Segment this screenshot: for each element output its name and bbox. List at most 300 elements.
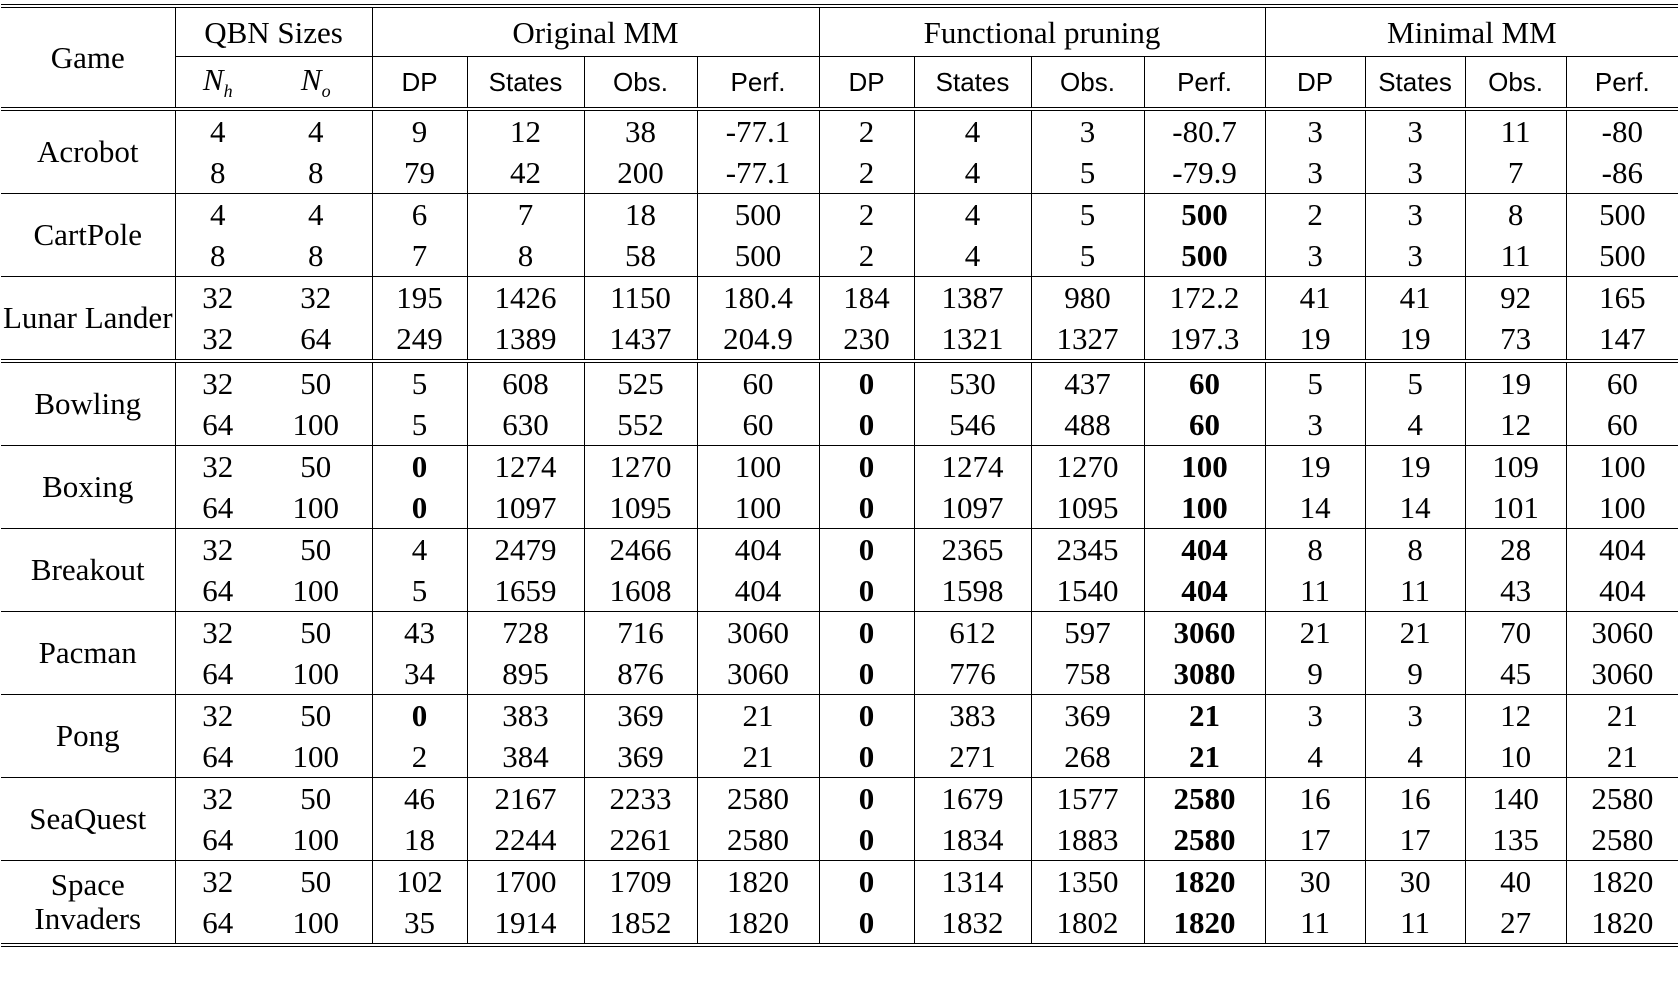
cell-no: 4 [308, 114, 324, 149]
cell-f-3 [1144, 612, 1265, 654]
cell-nh: 64 [175, 404, 260, 446]
cell-m-0: 9 [1265, 653, 1365, 695]
cell-o-3: 60 [697, 404, 819, 446]
cell-f-2: 758 [1031, 653, 1144, 695]
cell-o-2: 2261 [584, 819, 697, 861]
cell-m-2: 140 [1465, 778, 1566, 820]
cell-m-2: 28 [1465, 529, 1566, 571]
cell-m-1: 30 [1365, 861, 1465, 903]
game-name-cell: SeaQuest [1, 778, 175, 861]
header-min-perf: Perf. [1566, 57, 1678, 110]
cell-no: 50 [300, 781, 332, 816]
cell-f-3 [1144, 902, 1265, 945]
cell-o-1: 1389 [467, 318, 584, 361]
bold-value: 0 [411, 698, 428, 733]
header-func-dp: DP [819, 57, 914, 110]
cell-f-3 [1144, 529, 1265, 571]
table-row [1, 778, 1678, 820]
cell-f-3 [1144, 570, 1265, 612]
cell-f-0 [819, 902, 914, 945]
cell-m-3: 21 [1566, 736, 1678, 778]
cell-o-2: 369 [584, 695, 697, 737]
bold-value: 60 [1189, 407, 1221, 442]
results-table [1, 4, 1678, 947]
table-row [1, 109, 1678, 152]
table-row [1, 487, 1678, 529]
cell-m-1: 9 [1365, 653, 1465, 695]
cell-nh: 32 [175, 529, 260, 571]
bold-value: 0 [858, 615, 875, 650]
cell-f-1: 1832 [914, 902, 1031, 945]
cell-o-0: 79 [372, 152, 467, 194]
cell-o-1: 7 [467, 194, 584, 236]
cell-o-1: 1426 [467, 277, 584, 319]
cell-o-0: 35 [372, 902, 467, 945]
cell-o-2: 369 [584, 736, 697, 778]
header-original-mm: Original MM [372, 6, 819, 57]
cell-f-1: 1834 [914, 819, 1031, 861]
cell-m-2: 135 [1465, 819, 1566, 861]
header-orig-perf: Perf. [697, 57, 819, 110]
cell-o-1: 630 [467, 404, 584, 446]
bold-value: 3080 [1173, 656, 1236, 691]
cell-o-1: 895 [467, 653, 584, 695]
cell-m-2: 43 [1465, 570, 1566, 612]
cell-o-2: 1709 [584, 861, 697, 903]
cell-o-0 [372, 446, 467, 488]
cell-m-0: 3 [1265, 152, 1365, 194]
cell-f-3 [1144, 778, 1265, 820]
cell-f-0: 230 [819, 318, 914, 361]
cell-m-3: 3060 [1566, 653, 1678, 695]
cell-no: 32 [300, 280, 332, 315]
cell-f-3 [1144, 653, 1265, 695]
bold-value: 21 [1189, 698, 1221, 733]
cell-m-3: 100 [1566, 487, 1678, 529]
cell-m-3: 21 [1566, 695, 1678, 737]
bold-value: 404 [1181, 532, 1228, 567]
cell-o-0 [372, 487, 467, 529]
cell-o-1: 1097 [467, 487, 584, 529]
cell-f-0 [819, 487, 914, 529]
cell-f-0 [819, 736, 914, 778]
cell-m-3: 500 [1566, 194, 1678, 236]
cell-m-0: 3 [1265, 695, 1365, 737]
cell-f-2: 1327 [1031, 318, 1144, 361]
bold-value: 60 [1189, 366, 1221, 401]
table-row [1, 446, 1678, 488]
cell-m-0: 3 [1265, 404, 1365, 446]
cell-o-3: 404 [697, 529, 819, 571]
cell-o-1: 608 [467, 361, 584, 404]
cell-m-1: 5 [1365, 361, 1465, 404]
cell-o-3: 500 [697, 235, 819, 277]
cell-f-1: 4 [914, 194, 1031, 236]
cell-o-1: 8 [467, 235, 584, 277]
table-row [1, 194, 1678, 236]
cell-o-2: 1270 [584, 446, 697, 488]
cell-f-1: 546 [914, 404, 1031, 446]
bold-value: 0 [411, 449, 428, 484]
cell-f-1: 1274 [914, 446, 1031, 488]
cell-o-2: 716 [584, 612, 697, 654]
cell-f-3 [1144, 194, 1265, 236]
cell-f-1: 1679 [914, 778, 1031, 820]
bold-value: 0 [858, 822, 875, 857]
cell-m-0: 11 [1265, 570, 1365, 612]
cell-o-2: 1095 [584, 487, 697, 529]
table-row [1, 653, 1678, 695]
bold-value: 2580 [1173, 822, 1236, 857]
table-row [1, 570, 1678, 612]
cell-m-2: 10 [1465, 736, 1566, 778]
header-min-states: States [1365, 57, 1465, 110]
table-row [1, 152, 1678, 194]
bold-value: 0 [411, 490, 428, 525]
cell-o-1: 1274 [467, 446, 584, 488]
cell-m-2: 12 [1465, 695, 1566, 737]
cell-m-2: 70 [1465, 612, 1566, 654]
cell-m-2: 92 [1465, 277, 1566, 319]
bold-value: 100 [1181, 490, 1228, 525]
cell-m-0: 11 [1265, 902, 1365, 945]
cell-o-1: 2479 [467, 529, 584, 571]
cell-m-2: 73 [1465, 318, 1566, 361]
cell-m-2: 8 [1465, 194, 1566, 236]
results-body [1, 109, 1678, 945]
cell-no: 50 [300, 366, 332, 401]
cell-f-3: 172.2 [1144, 277, 1265, 319]
bold-value: 0 [858, 864, 875, 899]
cell-m-0: 14 [1265, 487, 1365, 529]
cell-o-0: 9 [372, 109, 467, 152]
cell-o-2: 525 [584, 361, 697, 404]
cell-f-0: 2 [819, 152, 914, 194]
cell-m-0: 21 [1265, 612, 1365, 654]
cell-f-2: 2345 [1031, 529, 1144, 571]
cell-o-3: 100 [697, 446, 819, 488]
game-name-cell: Lunar Lander [1, 277, 175, 362]
header-orig-states: States [467, 57, 584, 110]
cell-m-0: 4 [1265, 736, 1365, 778]
cell-no: 50 [300, 864, 332, 899]
cell-f-3 [1144, 446, 1265, 488]
cell-f-1: 271 [914, 736, 1031, 778]
cell-m-3: -80 [1566, 109, 1678, 152]
cell-f-2: 268 [1031, 736, 1144, 778]
table-row [1, 235, 1678, 277]
cell-o-3: 21 [697, 695, 819, 737]
cell-f-2: 597 [1031, 612, 1144, 654]
bold-value: 500 [1181, 238, 1228, 273]
bold-value: 100 [1181, 449, 1228, 484]
cell-m-2: 109 [1465, 446, 1566, 488]
cell-nh: 4 [175, 109, 260, 152]
cell-no: 50 [300, 449, 332, 484]
cell-m-0: 3 [1265, 109, 1365, 152]
cell-nh: 32 [175, 861, 260, 903]
cell-m-3: 1820 [1566, 861, 1678, 903]
cell-o-3: 100 [697, 487, 819, 529]
game-name-cell: Space Invaders [1, 861, 175, 946]
cell-f-2: 1270 [1031, 446, 1144, 488]
header-func-obs: Obs. [1031, 57, 1144, 110]
results-table-container [1, 4, 1678, 947]
cell-o-3: -77.1 [697, 152, 819, 194]
cell-m-0: 3 [1265, 235, 1365, 277]
cell-f-0 [819, 861, 914, 903]
cell-o-0: 4 [372, 529, 467, 571]
header-row-groups [1, 6, 1678, 57]
cell-f-1: 1314 [914, 861, 1031, 903]
cell-f-0 [819, 819, 914, 861]
cell-o-3: 180.4 [697, 277, 819, 319]
cell-o-3: 2580 [697, 778, 819, 820]
cell-nh: 4 [175, 194, 260, 236]
game-name-cell: CartPole [1, 194, 175, 277]
cell-f-1: 530 [914, 361, 1031, 404]
cell-m-1: 3 [1365, 152, 1465, 194]
cell-o-0: 18 [372, 819, 467, 861]
cell-f-2: 980 [1031, 277, 1144, 319]
cell-nh: 32 [175, 612, 260, 654]
cell-m-0: 19 [1265, 318, 1365, 361]
cell-f-1: 4 [914, 152, 1031, 194]
cell-no: 100 [260, 404, 372, 446]
cell-nh: 8 [175, 235, 260, 277]
cell-m-2: 11 [1465, 235, 1566, 277]
header-func-states: States [914, 57, 1031, 110]
cell-nh: 64 [175, 819, 260, 861]
bold-value: 0 [858, 366, 875, 401]
header-no: $N_o$ [260, 57, 372, 110]
bold-value: 1820 [1173, 905, 1236, 940]
bold-value: 0 [858, 407, 875, 442]
cell-o-3: -77.1 [697, 109, 819, 152]
table-row [1, 277, 1678, 319]
cell-f-1: 4 [914, 235, 1031, 277]
cell-f-3 [1144, 695, 1265, 737]
cell-o-2: 1608 [584, 570, 697, 612]
cell-o-1: 42 [467, 152, 584, 194]
cell-nh: 64 [175, 570, 260, 612]
bold-value: 0 [858, 573, 875, 608]
game-name-cell: Boxing [1, 446, 175, 529]
header-func-perf: Perf. [1144, 57, 1265, 110]
bold-value: 404 [1181, 573, 1228, 608]
bold-value: 500 [1181, 197, 1228, 232]
cell-m-3: 2580 [1566, 819, 1678, 861]
cell-o-0: 5 [372, 570, 467, 612]
cell-o-2: 58 [584, 235, 697, 277]
cell-f-3: -80.7 [1144, 109, 1265, 152]
cell-m-3: 404 [1566, 570, 1678, 612]
cell-o-1: 1659 [467, 570, 584, 612]
cell-f-0 [819, 446, 914, 488]
cell-m-1: 11 [1365, 902, 1465, 945]
cell-no: 64 [260, 318, 372, 361]
cell-o-0: 249 [372, 318, 467, 361]
cell-m-2: 45 [1465, 653, 1566, 695]
cell-m-2: 101 [1465, 487, 1566, 529]
cell-f-0: 2 [819, 235, 914, 277]
cell-nh: 32 [175, 778, 260, 820]
cell-o-3: 60 [697, 361, 819, 404]
table-row [1, 819, 1678, 861]
cell-f-1: 1097 [914, 487, 1031, 529]
cell-m-3: 100 [1566, 446, 1678, 488]
cell-f-1: 383 [914, 695, 1031, 737]
bold-value: 0 [858, 532, 875, 567]
cell-f-3 [1144, 235, 1265, 277]
cell-o-1: 1914 [467, 902, 584, 945]
cell-m-0: 2 [1265, 194, 1365, 236]
cell-o-0: 7 [372, 235, 467, 277]
cell-no: 100 [260, 570, 372, 612]
cell-no: 100 [260, 819, 372, 861]
cell-m-1: 17 [1365, 819, 1465, 861]
cell-o-0 [372, 695, 467, 737]
cell-f-1: 1321 [914, 318, 1031, 361]
cell-m-0: 5 [1265, 361, 1365, 404]
cell-f-2: 1095 [1031, 487, 1144, 529]
header-row-columns [1, 57, 1678, 110]
cell-o-0: 34 [372, 653, 467, 695]
bold-value: 0 [858, 781, 875, 816]
cell-o-3: 3060 [697, 612, 819, 654]
cell-f-3 [1144, 861, 1265, 903]
cell-o-2: 876 [584, 653, 697, 695]
cell-o-0: 5 [372, 361, 467, 404]
cell-o-3: 1820 [697, 902, 819, 945]
cell-f-2: 369 [1031, 695, 1144, 737]
cell-o-2: 1437 [584, 318, 697, 361]
cell-o-1: 383 [467, 695, 584, 737]
game-name-cell: Pong [1, 695, 175, 778]
cell-o-0: 43 [372, 612, 467, 654]
bold-value: 0 [858, 449, 875, 484]
cell-f-2: 1883 [1031, 819, 1144, 861]
table-row [1, 736, 1678, 778]
table-row [1, 529, 1678, 571]
header-functional-pruning: Functional pruning [819, 6, 1265, 57]
cell-f-2: 1540 [1031, 570, 1144, 612]
cell-f-0 [819, 695, 914, 737]
cell-f-2: 488 [1031, 404, 1144, 446]
cell-m-1: 21 [1365, 612, 1465, 654]
cell-m-0: 41 [1265, 277, 1365, 319]
cell-m-1: 8 [1365, 529, 1465, 571]
cell-nh: 32 [175, 318, 260, 361]
cell-no: 8 [260, 152, 372, 194]
cell-o-3: 2580 [697, 819, 819, 861]
cell-m-3: 404 [1566, 529, 1678, 571]
bold-value: 0 [858, 656, 875, 691]
cell-o-3: 21 [697, 736, 819, 778]
cell-m-3: 60 [1566, 361, 1678, 404]
cell-o-3: 500 [697, 194, 819, 236]
cell-no: 100 [260, 487, 372, 529]
cell-m-1: 19 [1365, 318, 1465, 361]
cell-nh: 64 [175, 736, 260, 778]
cell-f-2: 1577 [1031, 778, 1144, 820]
cell-f-2: 5 [1031, 194, 1144, 236]
cell-o-3: 3060 [697, 653, 819, 695]
table-row [1, 861, 1678, 903]
cell-o-0: 2 [372, 736, 467, 778]
cell-f-2: 5 [1031, 152, 1144, 194]
header-orig-dp: DP [372, 57, 467, 110]
cell-o-1: 2167 [467, 778, 584, 820]
cell-o-3: 1820 [697, 861, 819, 903]
game-name-cell: Acrobot [1, 109, 175, 194]
bold-value: 1820 [1173, 864, 1236, 899]
cell-f-0 [819, 404, 914, 446]
header-min-dp: DP [1265, 57, 1365, 110]
cell-m-1: 3 [1365, 109, 1465, 152]
cell-m-3: -86 [1566, 152, 1678, 194]
cell-o-1: 12 [467, 109, 584, 152]
bold-value: 0 [858, 905, 875, 940]
cell-m-0: 30 [1265, 861, 1365, 903]
cell-f-0: 2 [819, 109, 914, 152]
cell-f-0 [819, 778, 914, 820]
cell-f-3: 197.3 [1144, 318, 1265, 361]
cell-nh: 64 [175, 902, 260, 945]
cell-o-1: 384 [467, 736, 584, 778]
cell-f-2: 1802 [1031, 902, 1144, 945]
cell-f-0 [819, 361, 914, 404]
cell-m-1: 3 [1365, 194, 1465, 236]
header-minimal-mm: Minimal MM [1265, 6, 1678, 57]
cell-f-0 [819, 612, 914, 654]
header-qbn-sizes: QBN Sizes [175, 6, 372, 57]
cell-f-1: 1598 [914, 570, 1031, 612]
bold-value: 0 [858, 698, 875, 733]
header-min-obs: Obs. [1465, 57, 1566, 110]
cell-m-0: 16 [1265, 778, 1365, 820]
cell-no: 50 [300, 615, 332, 650]
table-row [1, 361, 1678, 404]
cell-o-0: 102 [372, 861, 467, 903]
header-nh: $N_h$ [175, 57, 260, 110]
table-row [1, 318, 1678, 361]
cell-nh: 32 [175, 446, 260, 488]
cell-m-3: 147 [1566, 318, 1678, 361]
cell-m-1: 3 [1365, 235, 1465, 277]
cell-o-2: 2466 [584, 529, 697, 571]
table-row [1, 902, 1678, 945]
game-name-cell: Bowling [1, 361, 175, 446]
cell-o-2: 2233 [584, 778, 697, 820]
cell-f-0 [819, 529, 914, 571]
cell-m-1: 14 [1365, 487, 1465, 529]
cell-o-1: 728 [467, 612, 584, 654]
cell-f-0 [819, 653, 914, 695]
cell-m-2: 27 [1465, 902, 1566, 945]
cell-o-3: 404 [697, 570, 819, 612]
cell-o-1: 1700 [467, 861, 584, 903]
game-name-cell: Pacman [1, 612, 175, 695]
cell-f-1: 2365 [914, 529, 1031, 571]
cell-o-2: 200 [584, 152, 697, 194]
cell-m-1: 41 [1365, 277, 1465, 319]
cell-nh: 64 [175, 487, 260, 529]
cell-f-2: 1350 [1031, 861, 1144, 903]
cell-o-2: 18 [584, 194, 697, 236]
bold-value: 0 [858, 739, 875, 774]
cell-f-3: -79.9 [1144, 152, 1265, 194]
